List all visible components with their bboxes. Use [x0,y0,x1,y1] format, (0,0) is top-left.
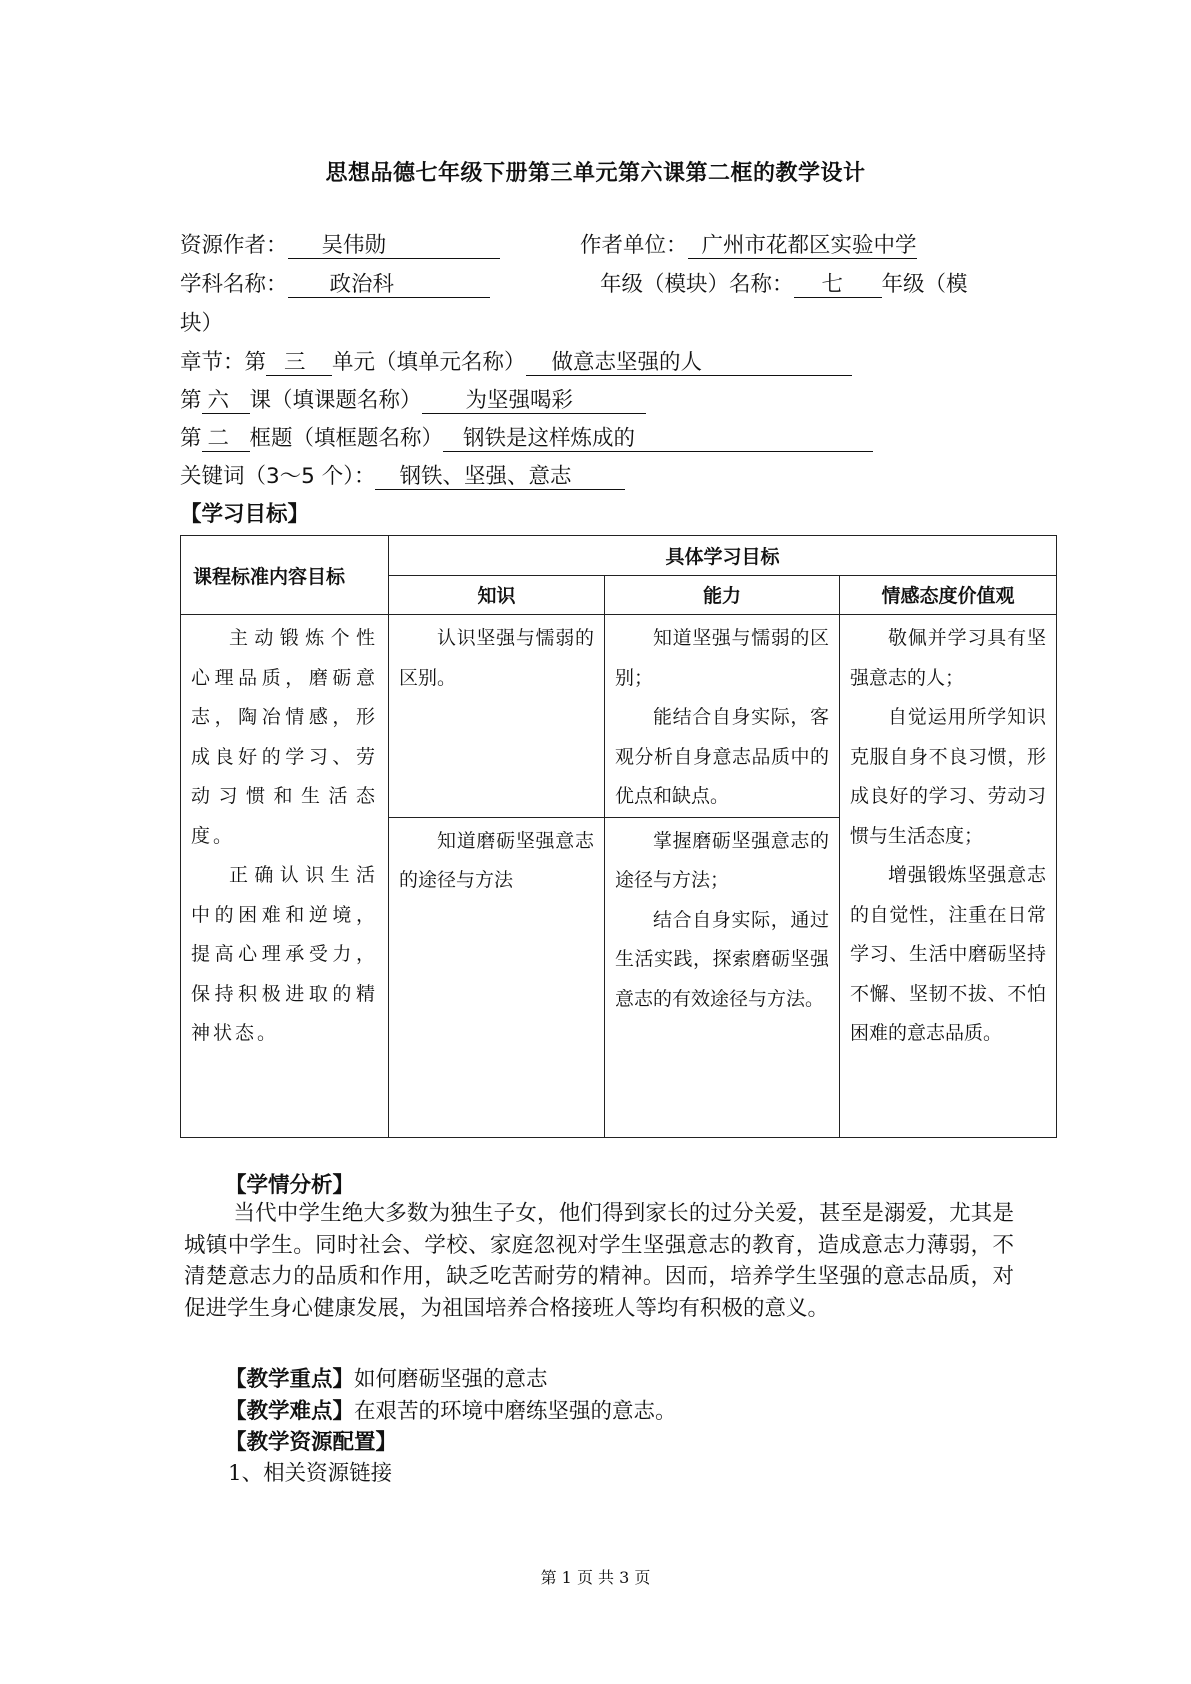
frame-name: 钢铁是这样炼成的 [443,427,873,452]
subject-value: 政治科 [288,273,490,298]
header-specific: 具体学习目标 [389,536,1057,576]
difficulty-value: 在艰苦的环境中磨练坚强的意志。 [354,1399,677,1424]
chapter-num: 三 [266,351,332,376]
knowledge-text: 认识坚强与懦弱的区别。 [399,627,594,689]
attitude-text: 敬佩并学习具有坚强意志的人； [850,627,1047,689]
key-point-label: 【教学重点】 [225,1367,355,1392]
author-label: 资源作者： [180,233,288,258]
keywords-line [180,459,625,490]
ability-text: 能结合自身实际，客观分析自身意志品质中的优点和缺点。 [615,706,829,807]
ability-text: 掌握磨砺坚强意志的途径与方法； [615,829,829,891]
learning-goals-table [180,535,1057,1138]
frame-prefix: 第 [180,426,202,451]
keywords-value: 钢铁、坚强、意志 [375,465,625,490]
subject-label: 学科名称： [180,272,288,297]
ability-cell [605,817,840,1137]
chapter-name: 做意志坚强的人 [526,351,852,376]
attitude-text: 增强锻炼坚强意志的自觉性，注重在日常学习、生活中磨砺坚持不懈、坚韧不拔、不怕困难的意志品质。 [850,864,1047,1044]
resource-heading [225,1425,397,1456]
grade-line [600,267,968,298]
resource-heading-text: 【教学资源配置】 [225,1430,398,1455]
grade-value: 七 [794,273,882,298]
analysis-text: 当代中学生绝大多数为独生子女，他们得到家长的过分关爱，甚至是溺爱，尤其是城镇中学生。同时社会、学校、家庭忽视对学生坚强意志的教育，造成意志力薄弱，不清楚意志力的品质和作用，缺乏吃苦耐劳的精神。因而，培养学生坚强的意志品质，对促进学生身心健康发展，为祖国培养合格接班人等均有积极的意义。 [184,1201,1014,1321]
unit-value: 广州市花都区实验中学 [688,234,917,259]
page-title: 思想品德七年级下册第三单元第六课第二框的教学设计 [325,161,866,186]
key-point-value: 如何磨砺坚强的意志 [354,1367,548,1392]
analysis-paragraph [184,1198,1014,1324]
author-line [180,228,500,259]
attitude-text: 自觉运用所学知识克服自身不良习惯，形成良好的学习、劳动习惯与生活态度； [850,706,1047,847]
analysis-heading: 【学情分析】 [225,1173,355,1198]
ability-cell [605,615,840,818]
difficulty-line [225,1394,677,1425]
ability-text: 知道坚强与懦弱的区别； [615,627,829,689]
keywords-label: 关键词（3～5 个）： [180,464,376,489]
resource-item: 1、相关资源链接 [228,1461,393,1486]
header-attitude: 情感态度价值观 [840,575,1057,615]
author-value: 吴伟勋 [288,234,500,259]
standard-paragraph: 正确认识生活中的困难和逆境，提高心理承受力，保持积极进取的精神状态。 [191,864,378,1044]
goals-heading: 【学习目标】 [180,502,310,527]
standard-paragraph: 主动锻炼个性心理品质，磨砺意志，陶冶情感，形成良好的学习、劳动习惯和生活态度。 [191,627,378,847]
attitude-cell [840,615,1057,1138]
header-knowledge: 知识 [389,575,605,615]
header-standard: 课程标准内容目标 [181,536,389,615]
grade-suffix: 年级（模 [881,272,968,297]
lesson-mid: 课（填课题名称） [249,388,422,413]
difficulty-label: 【教学难点】 [225,1399,355,1424]
frame-num: 二 [202,427,250,452]
unit-line [580,228,917,259]
ability-text: 结合自身实际，通过生活实践，探索磨砺坚强意志的有效途径与方法。 [615,908,829,1010]
frame-line [180,421,873,452]
unit-label: 作者单位： [580,233,688,258]
frame-mid: 框题（填框题名称） [249,426,444,451]
standard-cell [181,615,389,1138]
lesson-prefix: 第 [180,388,202,413]
chapter-prefix: 章节：第 [180,350,267,375]
knowledge-cell [389,817,605,1137]
lesson-num: 六 [202,389,250,414]
chapter-mid: 单元（填单元名称） [332,350,526,375]
lesson-line [180,383,646,414]
subject-line [180,267,490,298]
knowledge-text: 知道磨砺坚强意志的途径与方法 [399,829,594,891]
key-point-line [225,1362,548,1393]
chapter-line [180,345,852,376]
page-number: 第 1 页 共 3 页 [540,1568,651,1587]
lesson-name: 为坚强喝彩 [422,389,646,414]
knowledge-cell [389,615,605,818]
header-ability: 能力 [605,575,840,615]
grade-wrap: 块） [180,311,224,336]
grade-label: 年级（模块）名称： [600,272,794,297]
